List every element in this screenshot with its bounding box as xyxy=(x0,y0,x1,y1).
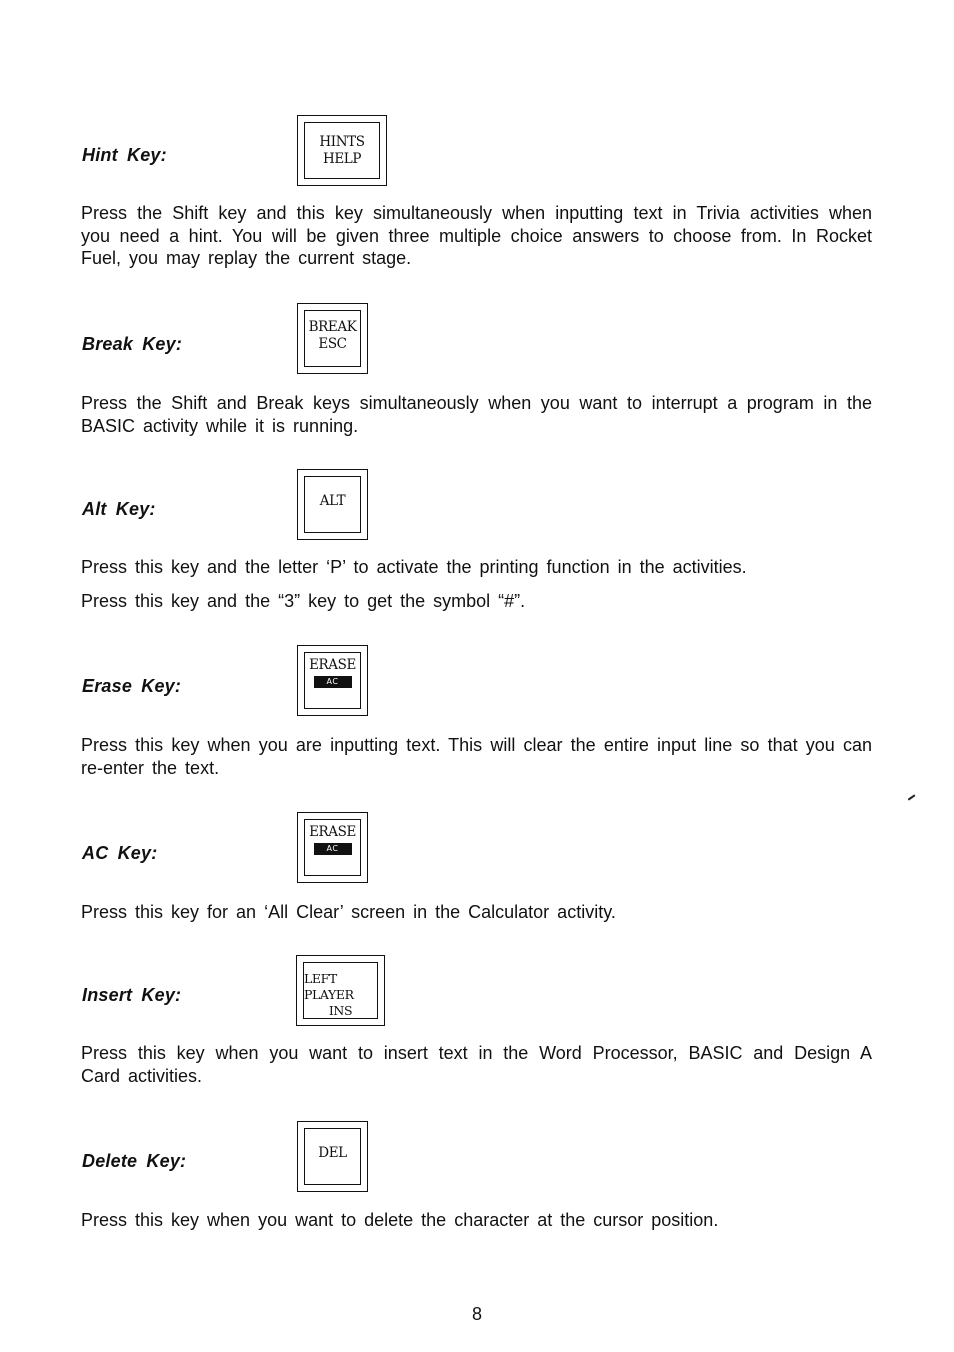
ac-key-description: Press this key for an ‘All Clear’ screen in the Calculator activity. xyxy=(81,902,616,922)
ac-key-label: AC Key: xyxy=(82,843,158,863)
key-line: INS xyxy=(328,1003,353,1018)
alt-key-description-1: Press this key and the letter ‘P’ to activate the printing function in the activities. xyxy=(81,557,747,577)
insert-key-label: Insert Key: xyxy=(82,985,182,1005)
stray-mark xyxy=(908,794,919,804)
erase-key-label: Erase Key: xyxy=(82,676,182,696)
insert-key-description: Press this key when you want to insert text in the Word Processor, BASIC and Design A Card activities. xyxy=(81,1043,872,1086)
key-line: ERASE xyxy=(309,657,356,673)
alt-key-description-2: Press this key and the “3” key to get the symbol “#”. xyxy=(81,591,526,611)
ac-label: AC xyxy=(314,843,352,855)
hint-key-description: Press the Shift key and this key simultaneously when inputting text in Trivia activities when you need a hint. You will be given three multiple choice answers to choose from. In Rocket Fuel, you may replay the current stage. xyxy=(81,203,872,268)
key-line: ALT xyxy=(319,493,346,509)
alt-key-icon xyxy=(297,469,368,540)
key-line: LEFT PLAYER xyxy=(304,971,354,1002)
break-key-label: Break Key: xyxy=(82,334,183,354)
hints-help-key-icon xyxy=(297,115,387,186)
page-number: 8 xyxy=(471,1304,482,1324)
key-line: BREAK xyxy=(308,319,357,335)
key-line: HINTS xyxy=(319,133,365,150)
break-key-description: Press the Shift and Break keys simultaneously when you want to interrupt a program in the BASIC activity while it is running. xyxy=(81,393,872,436)
delete-key-description: Press this key when you want to delete the character at the cursor position. xyxy=(81,1210,719,1230)
del-key-icon xyxy=(297,1121,368,1192)
left-player-ins-key-icon xyxy=(296,955,385,1026)
erase-ac-key-icon xyxy=(297,645,368,716)
delete-key-label: Delete Key: xyxy=(82,1151,187,1171)
break-esc-key-icon xyxy=(297,303,368,374)
key-line: DEL xyxy=(318,1145,347,1161)
alt-key-label: Alt Key: xyxy=(82,499,156,519)
key-line: ESC xyxy=(318,336,347,352)
erase-ac-key-icon xyxy=(297,812,368,883)
ac-label: AC xyxy=(314,676,352,688)
key-line: HELP xyxy=(322,150,362,167)
hint-key-label: Hint Key: xyxy=(82,145,167,165)
erase-key-description: Press this key when you are inputting text. This will clear the entire input line so that you can re-enter the text. xyxy=(81,735,872,778)
key-line: ERASE xyxy=(309,824,356,840)
